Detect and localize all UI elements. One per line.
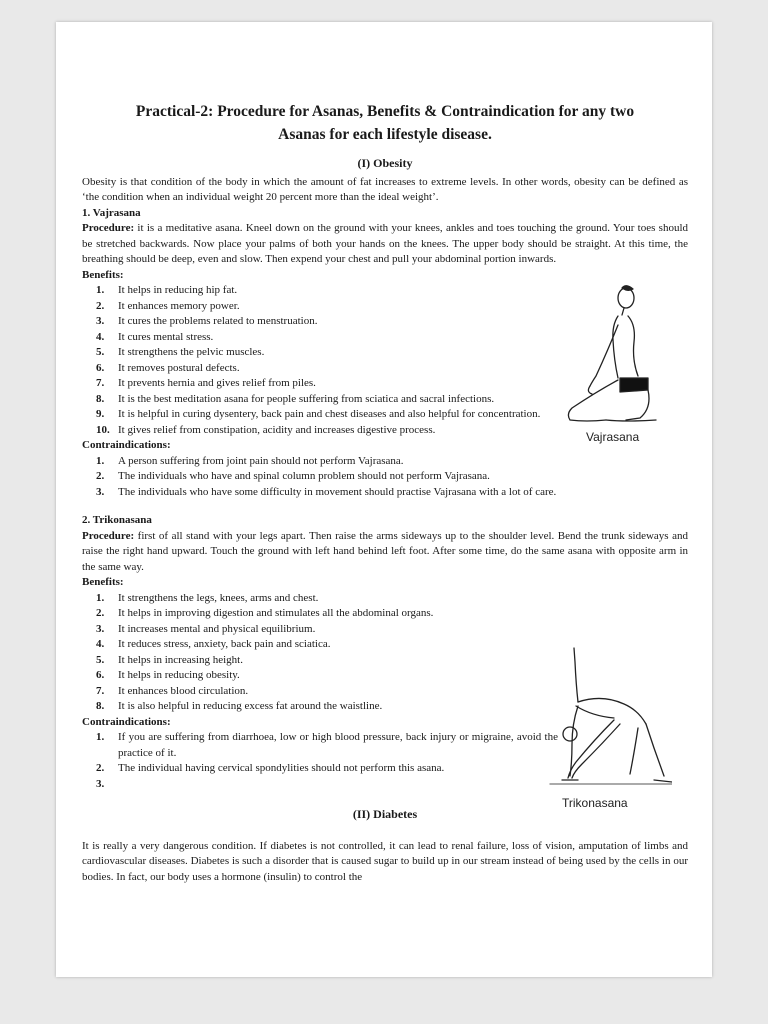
list-item-number: 2.	[96, 299, 105, 312]
list-item-number: 9.	[96, 408, 105, 420]
list-item-text: It is also helpful in reducing excess fat around the waistline.	[118, 700, 383, 712]
list-item	[82, 591, 688, 607]
list-item-number: 4.	[96, 330, 105, 343]
title-line-2: Asanas for each lifestyle disease.	[278, 126, 492, 143]
section-heading-obesity: (I) Obesity	[357, 156, 413, 170]
list-item-text: It helps in improving digestion and stimulates all the abdominal organs.	[118, 607, 434, 619]
list-item-text: It helps in reducing hip fat.	[118, 284, 238, 296]
list-item-number: 1.	[96, 454, 105, 467]
list-item-number: 3.	[96, 315, 105, 327]
list-item-text	[118, 777, 558, 793]
list-item-text: It helps in reducing obesity.	[118, 669, 240, 681]
list-item	[82, 622, 688, 638]
list-item-text: It prevents hernia and gives relief from piles.	[118, 377, 316, 389]
list-item-number: 5.	[96, 653, 105, 666]
procedure-label: Procedure:	[82, 222, 135, 234]
list-item-number: 3.	[96, 777, 105, 790]
list-item-number: 4.	[96, 638, 105, 650]
list-item-number: 3.	[96, 485, 105, 498]
list-item-number: 1.	[96, 731, 105, 743]
list-item-text: The individuals who have and spinal column problem should not perform Vajrasana.	[118, 470, 490, 482]
list-item-text: It gives relief from constipation, acidity and increases digestive process.	[118, 423, 436, 436]
list-item-number: 2.	[96, 607, 105, 619]
list-item-text: The individual having cervical spondylities should not perform this asana.	[118, 762, 445, 774]
list-item	[82, 469, 688, 485]
list-item	[82, 485, 688, 501]
trikonasana-procedure	[82, 529, 688, 576]
vajrasana-figure	[556, 280, 666, 430]
trikonasana-heading: 2. Trikonasana	[82, 514, 152, 526]
diabetes-intro: It is really a very dangerous condition. If diabetes is not controlled, it can lead to renal failure, loss of vision, amputation of limbs and cardiovascular diseases. Diabetes is such a disorder that is caused sugar to build up in our stream instead of being used by the cells in our bodies. In fact, our body uses a hormone (insulin) to control the	[82, 839, 688, 883]
vajrasana-figure-label: Vajrasana	[586, 430, 640, 444]
list-item-number: 1.	[96, 284, 105, 296]
obesity-intro: Obesity is that condition of the body in which the amount of fat increases to extreme levels. In other words, obesity can be defined as ‘the condition when an individual weight 20 percent more than the ideal weight’.	[82, 175, 688, 203]
section-heading-diabetes: (II) Diabetes	[352, 807, 418, 821]
trikonasana-figure	[542, 644, 672, 804]
list-item-text: If you are suffering from diarrhoea, low or high blood pressure, back injury or migraine, avoid the practice of it.	[118, 731, 558, 759]
list-item-number: 7.	[96, 377, 105, 389]
list-item-text: It increases mental and physical equilibrium.	[118, 622, 316, 635]
list-item	[82, 454, 688, 470]
list-item-text: A person suffering from joint pain should not perform Vajrasana.	[118, 454, 404, 467]
list-item-number: 5.	[96, 346, 105, 358]
trikonasana-figure-label: Trikonasana	[562, 796, 628, 810]
list-item-text: It reduces stress, anxiety, back pain and sciatica.	[118, 638, 331, 650]
list-item-number: 10.	[96, 423, 110, 436]
procedure-text: first of all stand with your legs apart. Then raise the arms sideways up to the shoulder level. Bend the trunk sideways and raise the right hand upward. Touch the ground with left hand behind left foot. After some time, do the same asana with opposite arm in the same way.	[82, 529, 688, 573]
list-item-number: 8.	[96, 392, 105, 405]
procedure-text: it is a meditative asana. Kneel down on the ground with your knees, ankles and toes touching the ground. Your toes should be stretched backwards. Now place your palms of both your hands on the knees. The upper body should be straight. At this time, the breathing should be deep, even and slow. Then expend your chest and pull your abdominal portion inwards.	[82, 222, 688, 265]
vajrasana-procedure	[82, 221, 688, 268]
title-line-1: Practical-2: Procedure for Asanas, Benefits & Contraindication for any two	[135, 103, 635, 120]
trikonasana-contra-label: Contraindications:	[82, 715, 171, 728]
list-item-text: It cures mental stress.	[118, 330, 214, 343]
procedure-label: Procedure:	[82, 529, 135, 542]
list-item	[82, 606, 688, 622]
vajrasana-contra-list	[82, 454, 688, 501]
vajrasana-benefits-label: Benefits:	[82, 268, 124, 281]
list-item-number: 8.	[96, 700, 105, 712]
list-item-text: It removes postural defects.	[118, 361, 240, 374]
list-item-number: 6.	[96, 361, 105, 374]
list-item-text: It cures the problems related to menstruation.	[118, 315, 318, 327]
list-item-text: It strengthens the pelvic muscles.	[118, 346, 265, 358]
document-page	[56, 22, 712, 977]
list-item-number: 6.	[96, 669, 105, 681]
list-item-text: It enhances blood circulation.	[118, 684, 249, 697]
list-item-number: 7.	[96, 684, 105, 697]
list-item-text: It is the best meditation asana for people suffering from sciatica and sacral infections.	[118, 392, 495, 405]
list-item-number: 1.	[96, 591, 105, 604]
page-title	[82, 100, 688, 146]
vajrasana-contra-label: Contraindications:	[82, 439, 171, 451]
list-item-text: It helps in increasing height.	[118, 653, 243, 666]
list-item-number: 2.	[96, 470, 105, 482]
list-item-text: The individuals who have some difficulty in movement should practise Vajrasana with a lot of care.	[118, 485, 557, 498]
list-item-text: It is helpful in curing dysentery, back pain and chest diseases and also helpful for concentration.	[118, 408, 541, 420]
list-item-text: It strengthens the legs, knees, arms and chest.	[118, 591, 319, 604]
trikonasana-benefits-label: Benefits:	[82, 576, 124, 588]
list-item-text: It enhances memory power.	[118, 299, 240, 312]
vajrasana-heading: 1. Vajrasana	[82, 206, 141, 219]
list-item-number: 2.	[96, 762, 105, 774]
list-item-number: 3.	[96, 622, 105, 635]
